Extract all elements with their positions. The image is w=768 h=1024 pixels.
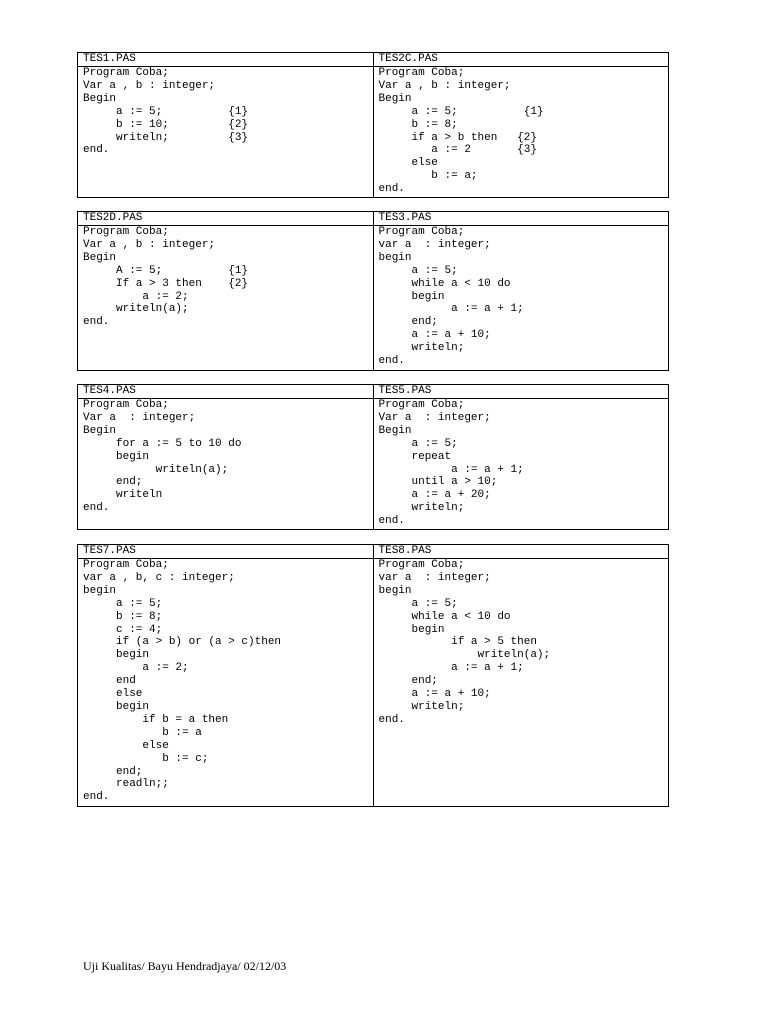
- code-listing-tes5: Program Coba; Var a : integer; Begin a := 5; repeat a := a + 1; until a > 10; a := a + 20; writeln; end.: [378, 399, 524, 528]
- file-name-tes8: TES8.PAS: [378, 545, 432, 557]
- file-name-cell: [373, 53, 669, 67]
- code-listing-tes4: Program Coba; Var a : integer; Begin for a := 5 to 10 do begin writeln(a); end; writeln end.: [83, 399, 242, 515]
- code-cell: [78, 67, 374, 198]
- page-footer: Uji Kualitas/ Bayu Hendradjaya/ 02/12/03: [83, 959, 287, 973]
- file-name-cell: [373, 385, 669, 399]
- file-name-tes5: TES5.PAS: [378, 385, 432, 397]
- file-name-cell: [78, 385, 374, 399]
- file-name-cell: [373, 212, 669, 226]
- file-name-tes2d: TES2D.PAS: [83, 212, 143, 224]
- code-cell: [78, 226, 374, 371]
- file-name-tes4: TES4.PAS: [83, 385, 136, 397]
- file-name-tes3: TES3.PAS: [378, 212, 432, 224]
- file-name-tes1: TES1.PAS: [83, 53, 136, 65]
- code-table-1: [77, 52, 669, 198]
- code-listing-tes2c: Program Coba; Var a , b : integer; Begin a := 5; {1} b := 8; if a > b then {2} a := 2 {3} else b := a; end.: [378, 67, 544, 196]
- code-cell: [78, 399, 374, 530]
- code-table-4: [77, 544, 669, 807]
- code-listing-tes3: Program Coba; var a : integer; begin a := 5; while a < 10 do begin a := a + 1; end; a := a + 10; writeln; end.: [378, 226, 524, 368]
- file-name-tes2c: TES2C.PAS: [378, 53, 438, 65]
- code-cell: [373, 399, 669, 530]
- code-listing-tes2d: Program Coba; Var a , b : integer; Begin A := 5; {1} If a > 3 then {2} a := 2; writeln(a); end.: [83, 226, 249, 329]
- code-cell: [373, 67, 669, 198]
- code-cell: [373, 226, 669, 371]
- code-table-3: [77, 384, 669, 530]
- code-table-2: [77, 211, 669, 371]
- file-name-cell: [78, 53, 374, 67]
- code-listing-tes7: Program Coba; var a , b, c : integer; begin a := 5; b := 8; c := 4; if (a > b) or (a > c)then begin a := 2; end else begin if b = a then b := a else b := c; end; readln;; end.: [83, 559, 282, 804]
- code-listing-tes1: Program Coba; Var a , b : integer; Begin a := 5; {1} b := 10; {2} writeln; {3} end.: [83, 67, 249, 157]
- code-listing-tes8: Program Coba; var a : integer; begin a := 5; while a < 10 do begin if a > 5 then writeln(a); a := a + 1; end; a := a + 10; writeln; end.: [378, 559, 551, 726]
- code-cell: [78, 559, 374, 807]
- file-name-cell: [78, 212, 374, 226]
- file-name-cell: [78, 545, 374, 559]
- code-cell: [373, 559, 669, 807]
- file-name-tes7: TES7.PAS: [83, 545, 136, 557]
- file-name-cell: [373, 545, 669, 559]
